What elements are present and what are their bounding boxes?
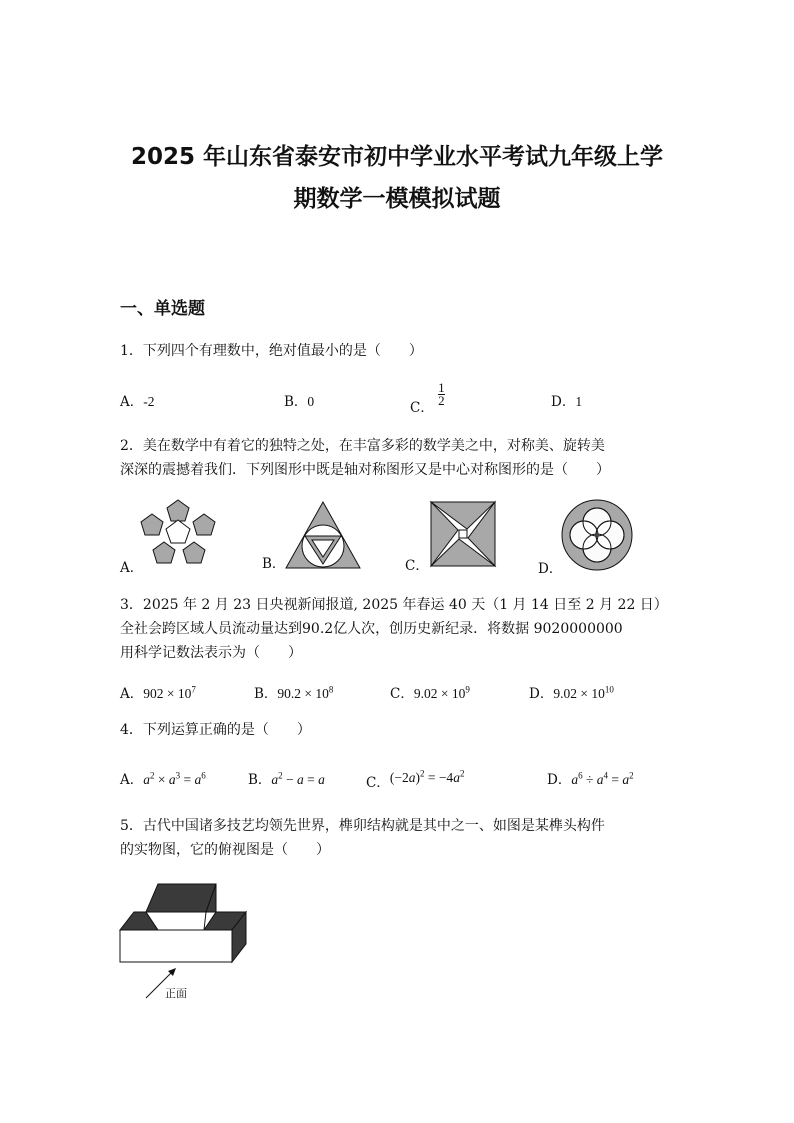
question-2-stem-line-2: 深深的震撼着我们．下列图形中既是轴对称图形又是中心对称图形的是（ ）: [120, 462, 610, 478]
q1-option-b: B．0: [284, 394, 315, 410]
pentagon-top: [167, 500, 189, 521]
question-5-stem-line-2: 的实物图，它的俯视图是（ ）: [120, 842, 330, 858]
q4-option-b: B．$a^2 - a = a$: [248, 770, 325, 788]
question-2-stem-line-1: 2．美在数学中有着它的独特之处，在丰富多彩的数学美之中，对称美、旋转美: [120, 438, 605, 454]
pentagon-lower-left: [153, 542, 175, 563]
pinwheel-center: [459, 530, 467, 538]
base-front-face: [120, 930, 232, 962]
q4-option-a: A．$a^2 \times a^3 = a^6$: [120, 770, 206, 788]
question-4-stem: 4．下列运算正确的是（ ）: [120, 722, 311, 738]
q2-option-c-label: C．: [405, 558, 429, 574]
pinwheel-square-figure: [430, 501, 496, 567]
question-1-stem: 1．下列四个有理数中，绝对值最小的是（ ）: [120, 343, 423, 359]
q4-option-c: C．$(-2a)^2 = -4a^2$: [366, 768, 465, 791]
fraction-one-half: $\frac{1}{2}$: [438, 380, 445, 408]
tenon-top-face: [146, 884, 216, 912]
question-3-stem-line-1: 3．2025 年 2 月 23 日央视新闻报道, 2025 年春运 40 天（1 月 14 日至 2 月 22 日）: [120, 597, 668, 613]
doc-title-line-2: 期数学一模模拟试题: [293, 186, 501, 212]
doc-title-line-1: 2025 年山东省泰安市初中学业水平考试九年级上学: [130, 144, 664, 170]
q1-option-a: A．-2: [120, 394, 155, 410]
q1-option-c: C． $\frac{1}{2}$: [410, 380, 445, 416]
q2-option-b-label: B．: [262, 556, 286, 572]
q3-option-b: B．$90.2 \times 10^8$: [254, 684, 334, 702]
q4-option-d: D．$a^6 \div a^4 = a^2$: [547, 770, 634, 788]
q3-option-c: C．$9.02 \times 10^9$: [390, 684, 470, 702]
pentagon-left: [141, 514, 163, 535]
pentagon-flower-figure: [138, 498, 218, 570]
question-3-stem-line-2: 全社会跨区域人员流动量达到90.2亿人次，创历史新纪录．将数据 9020000000: [120, 621, 623, 637]
question-5-stem-line-1: 5．古代中国诸多技艺均领先世界，榫卯结构就是其中之一、如图是某榫头构件: [120, 818, 605, 834]
section-heading: 一、单选题: [120, 299, 205, 319]
q3-option-d: D．$9.02 \times 10^{10}$: [529, 684, 614, 702]
q2-option-d-label: D．: [538, 561, 563, 577]
pentagon-lower-right: [183, 542, 205, 563]
question-3-stem-line-3: 用科学记数法表示为（ ）: [120, 645, 302, 661]
pentagon-right: [193, 514, 215, 535]
q3-option-a: A．$902 \times 10^7$: [120, 684, 196, 702]
inner-pentagon: [166, 520, 190, 543]
triangle-circle-figure: [284, 500, 362, 570]
circle-petals-figure: [560, 498, 634, 572]
q2-option-a-label: A．: [120, 560, 144, 576]
q1-option-d: D．1: [551, 394, 583, 410]
front-view-label: 正面: [165, 987, 187, 1000]
tenon-joint-figure: [118, 882, 248, 1002]
